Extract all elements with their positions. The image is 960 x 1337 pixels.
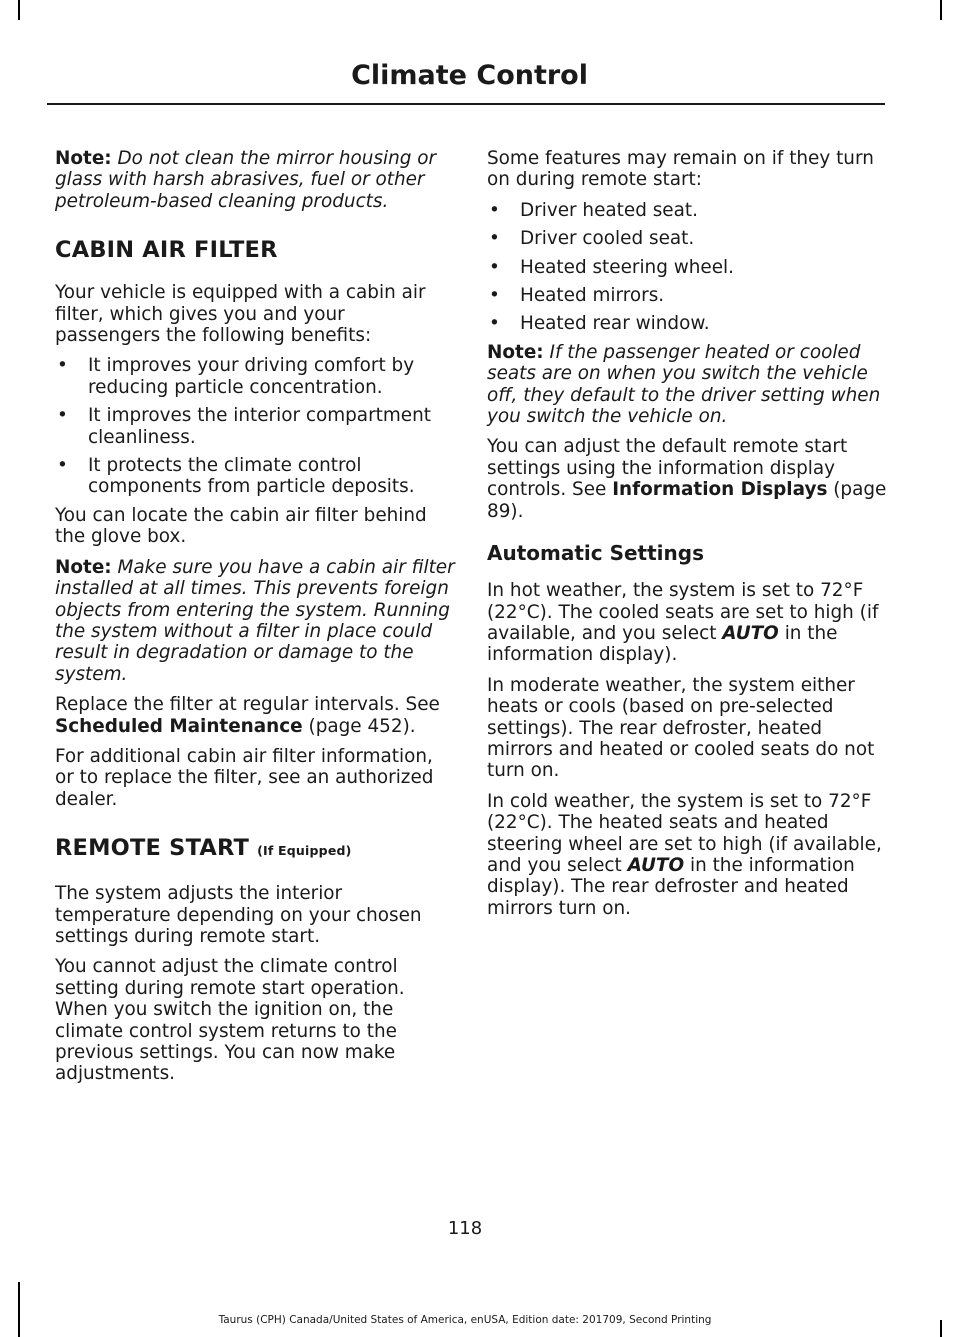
replace-filter-text: Replace the filter at regular intervals. See Scheduled Maintenance (page 452). [55, 694, 440, 737]
note-mirror-cleaning [55, 148, 455, 212]
note-label: Note: [55, 556, 112, 578]
list-item: • It improves your driving comfort by reducing particle concentration. [57, 355, 415, 398]
crop-mark-bottom-left [18, 1282, 20, 1337]
note-label: Note: [487, 341, 544, 363]
note-passenger-seats [487, 342, 887, 428]
note-label: Note: [55, 148, 112, 169]
automatic-settings-heading: Automatic Settings [487, 541, 704, 566]
auto-label: AUTO [627, 854, 685, 876]
cold-weather-text: In cold weather, the system is set to 72°F (22°C). The heated seats and heated steering wheel are set to high (if available, and you select AUTO in the information display). The rear defroster and heated mirrors turn on. [487, 790, 882, 919]
list-item: • Heated mirrors. [489, 285, 665, 307]
crop-mark-top-left [18, 0, 20, 20]
list-item: • Driver cooled seat. [489, 228, 695, 250]
bullet-icon: • [489, 313, 500, 335]
list-item: • Heated rear window. [489, 313, 710, 335]
bullet-icon: • [57, 405, 68, 427]
list-item: • It improves the interior compartment cleanliness. [57, 405, 431, 448]
bullet-icon: • [489, 285, 500, 307]
list-item: • Heated steering wheel. [489, 256, 735, 278]
cabin-air-filter-heading: CABIN AIR FILTER [55, 237, 278, 264]
remote-start-p1: The system adjusts the interior temperature depending on your chosen settings during remote start. [55, 883, 422, 947]
crop-mark-bottom-right [940, 1320, 942, 1337]
hot-weather-text: In hot weather, the system is set to 72°F (22°C). The cooled seats are set to high (if available, and you select AUTO in the information display). [487, 580, 879, 666]
list-item: • It protects the climate control components from particle deposits. [57, 455, 415, 498]
moderate-weather-text: In moderate weather, the system either heats or cools (based on pre-selected settings). The rear defroster, heated mirrors and heated or cooled seats do not turn on. [487, 674, 875, 782]
scheduled-maintenance-link[interactable]: Scheduled Maintenance [55, 715, 303, 737]
note-text: Make sure you have a cabin air filter installed at all times. This prevents foreign objects from entering the system. Running the system without a filter in place could result in degradation or damage to the system. [55, 556, 455, 685]
note-text: Do not clean the mirror housing or glass with harsh abrasives, fuel or other petroleum-based cleaning products. [55, 148, 437, 212]
crop-mark-top-right [940, 0, 942, 20]
remote-start-heading: REMOTE START (If Equipped) [55, 835, 352, 862]
remote-start-p2: You cannot adjust the climate control setting during remote start operation. When you switch the ignition on, the climate control system returns to the previous settings. You can now make adjustments. [55, 956, 405, 1085]
locate-filter-text: You can locate the cabin air filter behind the glove box. [55, 504, 427, 548]
cabin-benefits-list [55, 355, 455, 497]
bullet-icon: • [57, 355, 68, 377]
header-divider [47, 103, 885, 105]
adjust-settings-text: You can adjust the default remote start settings using the information display controls. See Information Displays (page 89). [487, 436, 887, 522]
bullet-icon: • [489, 256, 500, 278]
auto-label: AUTO [722, 622, 779, 644]
if-equipped-label: (If Equipped) [257, 843, 352, 859]
cabin-intro: Your vehicle is equipped with a cabin air filter, which gives you and your passengers the following benefits: [55, 282, 426, 347]
footer-edition: Taurus (CPH) Canada/United States of America, enUSA, Edition date: 201709, Second Printing [218, 1314, 712, 1326]
information-displays-link[interactable]: Information Displays [612, 479, 828, 501]
bullet-icon: • [57, 455, 68, 477]
remote-features-list [487, 200, 887, 335]
page-number: 118 [447, 1218, 483, 1239]
list-item: • Driver heated seat. [489, 199, 698, 221]
bullet-icon: • [489, 199, 500, 221]
note-filter-installed [55, 557, 455, 685]
bullet-icon: • [489, 228, 500, 250]
left-column [55, 148, 455, 1094]
note-text: If the passenger heated or cooled seats are on when you switch the vehicle off, they default to the driver setting when you switch the vehicle on. [487, 341, 881, 428]
right-column [487, 148, 887, 928]
features-intro: Some features may remain on if they turn on during remote start: [487, 148, 874, 191]
additional-info-text: For additional cabin air filter information, or to replace the filter, see an authorized dealer. [55, 745, 434, 810]
page-title: Climate Control [351, 60, 588, 91]
